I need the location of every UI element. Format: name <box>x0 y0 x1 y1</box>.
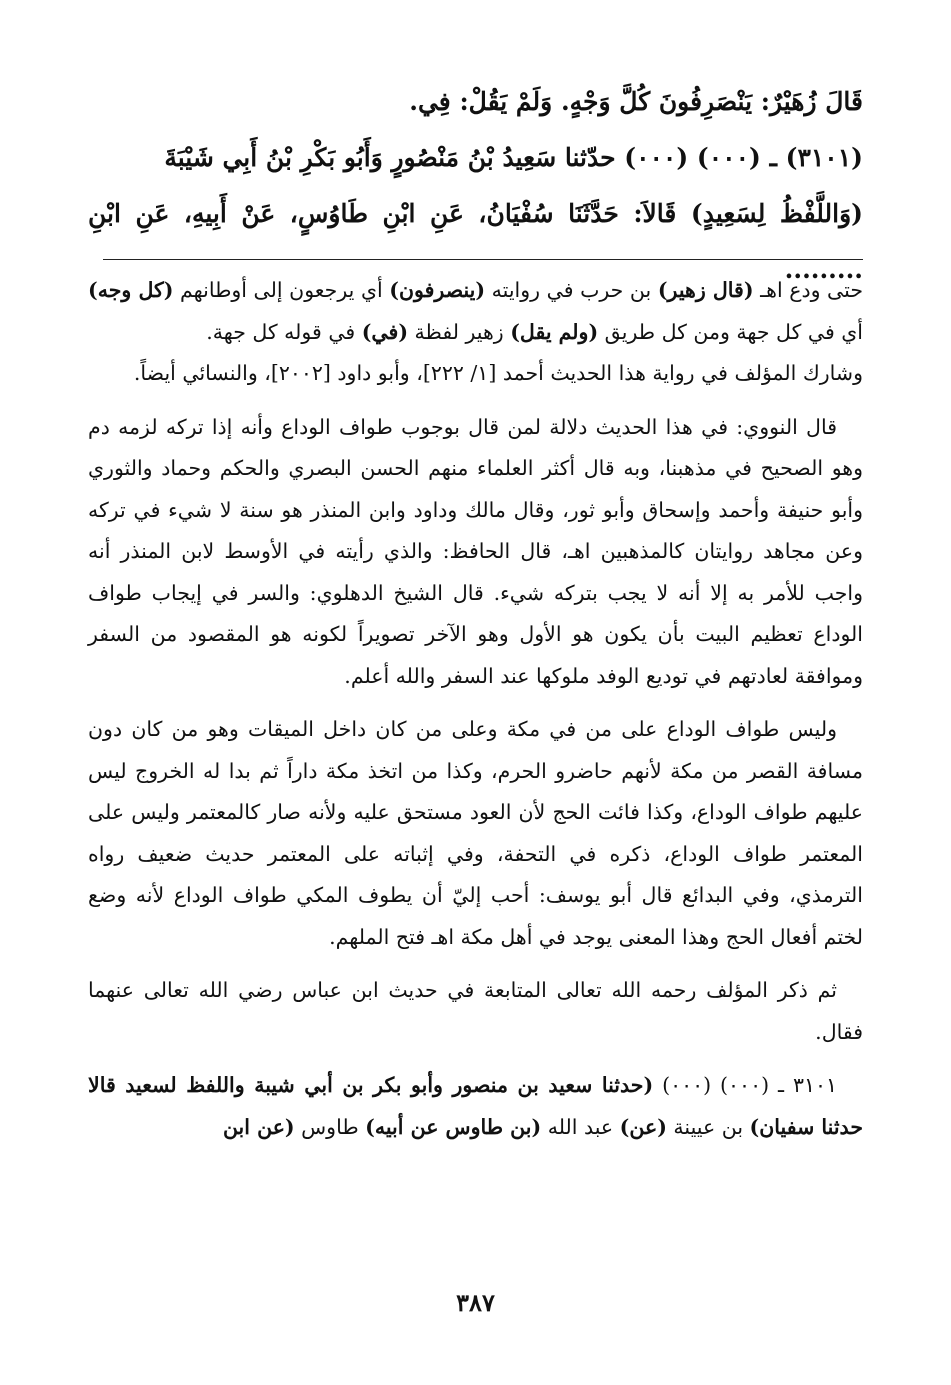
commentary-paragraph: ثم ذكر المؤلف رحمه الله تعالى المتابعة في حديث ابن عباس رضي الله تعالى عنهما فقال. <box>88 978 863 1044</box>
hadith-line: (وَاللَّفْظُ لِسَعِيدٍ) قَالاَ: حَدَّثَنَا سُفْيَانُ، عَنِ ابْنِ طَاوُسٍ، عَنْ أَبِيهِ، عَنِ ابْنِ ......... <box>88 199 863 284</box>
hadith-text <box>88 74 863 298</box>
commentary-paragraph: ٣١٠١ ـ (٠٠٠) (٠٠٠) (حدثنا سعيد بن منصور وأبو بكر بن أبي شيبة واللفظ لسعيد قالا حدثنا سفيان) بن عيينة (عن) عبد الله (بن طاوس عن أبيه) طاوس (عن ابن <box>88 1073 863 1139</box>
hadith-line: قَالَ زُهَيْرٌ: يَنْصَرِفُونَ كُلَّ وَجْهٍ. وَلَمْ يَقُلْ: فِي. <box>409 87 863 116</box>
commentary-paragraph: وليس طواف الوداع على من في مكة وعلى من كان داخل الميقات وهو من كان دون مسافة القصر من مكة لأنهم حاضرو الحرم، وكذا من اتخذ مكة داراً ثم بدا له الخروج ليس عليهم طواف الوداع، وكذا فائت الحج لأن العود مستحق عليه ولأنه صار كالمعتمر وليس على المعتمر طواف الوداع، ذكره في التحفة، وفي إثباته على المعتمر حديث ضعيف رواه الترمذي، وفي البدائع قال أبو يوسف: أحب إليّ أن يطوف المكي طواف الوداع لأنه وضع لختم أفعال الحج وهذا المعنى يوجد في أهل مكة اهـ فتح الملهم. <box>88 717 863 949</box>
commentary-paragraph: حتى ودع اهـ (قال زهير) بن حرب في روايته (ينصرفون) أي يرجعون إلى أوطانهم (كل وجه) أي في كل جهة ومن كل طريق (ولم يقل) زهير لفظة (في) في قوله كل جهة. وشارك المؤلف في رواية هذا الحديث أحمد [١/ ٢٢٢]، وأبو داود [٢٠٠٢]، والنسائي أيضاً. <box>88 278 863 385</box>
separator-line <box>103 259 863 260</box>
commentary <box>88 270 863 1160</box>
page-number: ٣٨٧ <box>456 1288 495 1317</box>
commentary-paragraph: قال النووي: في هذا الحديث دلالة لمن قال بوجوب طواف الوداع وأنه إذا تركه لزمه دم وهو الصحيح في مذهبنا، وبه قال أكثر العلماء منهم الحسن البصري والحكم وحماد والثوري وأبو حنيفة وأحمد وإسحاق وأبو ثور، وقال مالك وداود وابن المنذر هو سنة لا شيء في تركه وعن مجاهد روايتان كالمذهبين اهـ، قال الحافظ: والذي رأيته في الأوسط لابن المنذر أنه واجب للأمر به إلا أنه لا يجب بتركه شيء. قال الشيخ الدهلوي: والسر في إيجاب طواف الوداع تعظيم البيت بأن يكون هو الأول وهو الآخر تصويراً لكونه هو المقصود من السفر وموافقة لعادتهم في توديع الوفد ملوكها عند السفر والله أعلم. <box>88 414 863 688</box>
hadith-line: (٣١٠١) ـ (٠٠٠) (٠٠٠) حدّثنا سَعِيدُ بْنُ مَنْصُورٍ وَأَبُو بَكْرِ بْنُ أَبِي شَيْبَةَ <box>164 143 863 172</box>
